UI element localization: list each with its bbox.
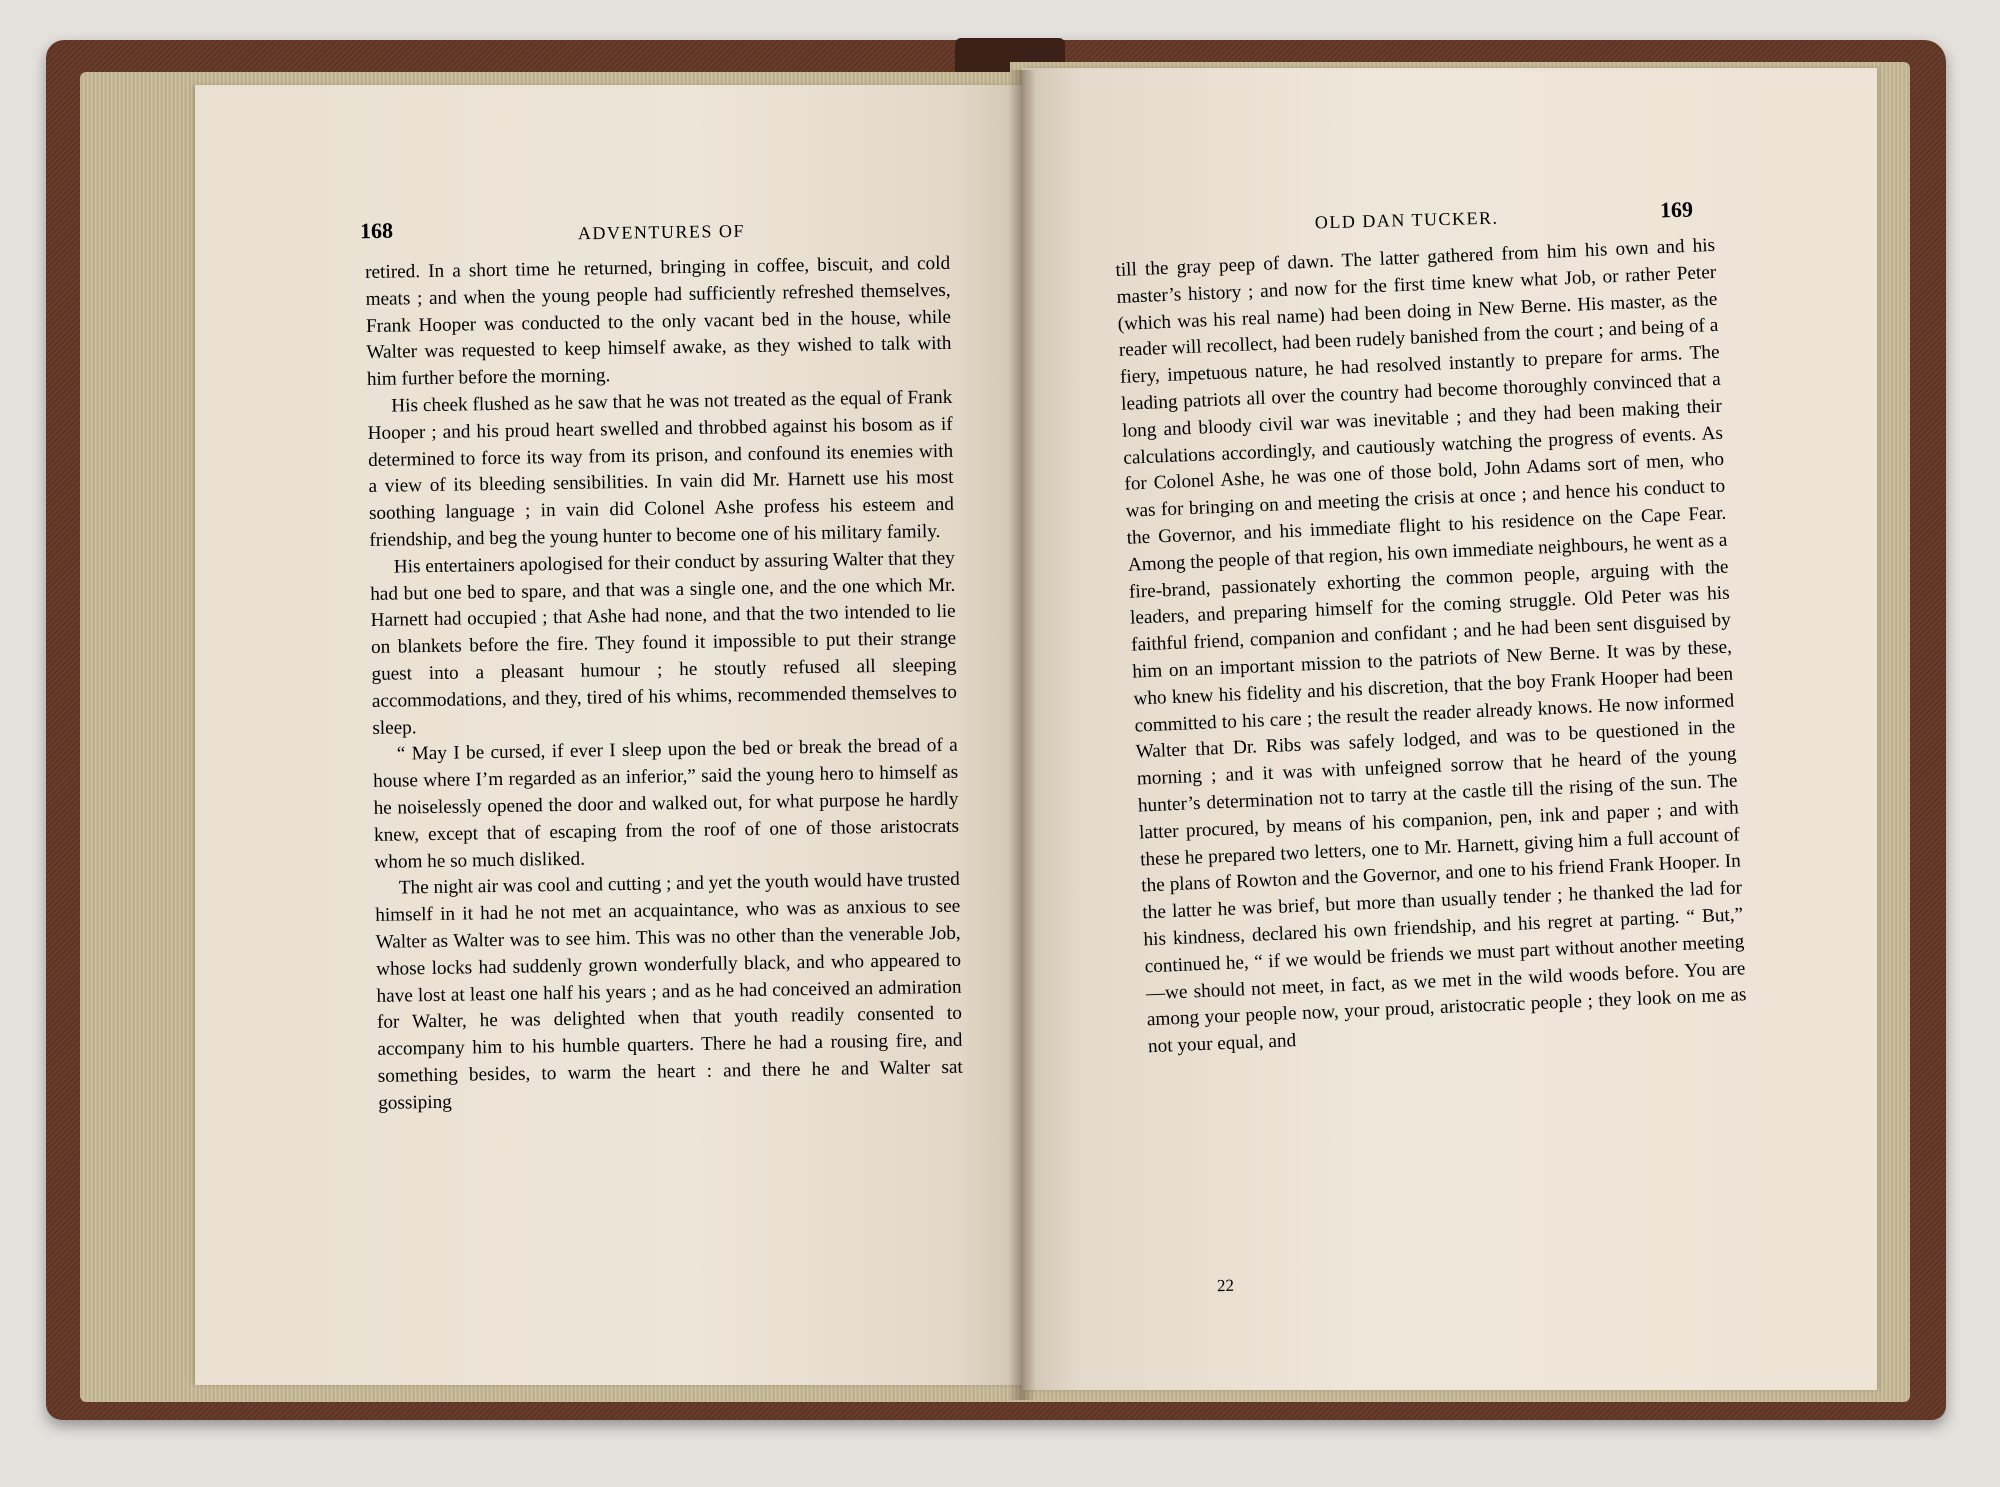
left-page-text: [365, 251, 963, 1118]
left-page-number: 168: [359, 217, 394, 244]
right-page-number: 169: [1659, 196, 1694, 223]
right-running-head: OLD DAN TUCKER.: [1314, 207, 1499, 233]
left-paragraph-3: His entertainers apologised for their conduct by assuring Walter that they had but one bed to spare, and that was a single one, and the one which Mr. Harnett had occupied ; that Ashe had none, and that the two intended to lie on blankets before the fire. They found it impossible to put their strange guest into a pleasant humour ; he stoutly refused all sleeping accommodations, and they, tired of his whims, recommended themselves to sleep.: [370, 547, 958, 739]
left-paragraph-5: The night air was cool and cutting ; and yet the youth would have trusted himself in it had he not met an acquaintance, who was as anxious to see Walter as Walter was to see him. This was no other than the venerable Job, whose locks had suddenly grown wonderfully black, and who appeared to have lost at least one half his years ; and as he had conceived an admiration for Walter, he was delighted when that youth readily consented to accompany him to his humble quarters. There he had a rousing fire, and something besides, to warm the heart : and there he and Walter sat gossiping: [375, 869, 963, 1114]
right-paragraph-1: till the gray peep of dawn. The latter gathered from him his own and his master’s history ; and now for the first time knew what Job, or rather Peter (which was his real name) had been doing in New Berne. His master, as the reader will recollect, had been rudely banished from the court ; and being of a fiery, impetuous nature, he had resolved instantly to prepare for arms. The leading patriots all over the country had become thoroughly convinced that a long and bloody civil war was inevitable ; and they had been making their calculations accordingly, and cautiously watching the progress of events. As for Colonel Ashe, he was one of those bold, John Adams sort of men, who was for bringing on and meeting the crisis at once ; and hence his conduct to the Governor, and his immediate flight to his residence on the Cape Fear. Among the people of that region, his own immediate neighbours, he went as a fire-brand, passionately exhorting the common people, arguing with the leaders, and preparing himself for the coming struggle. Old Peter was his faithful friend, companion and confidant ; and he had been sent disguised by him on an important mission to the patriots of New Berne. It was by these, who knew his fidelity and his discretion, that the boy Frank Hooper had been committed to his care ; the result the reader already knows. He now informed Walter that Dr. Ribs was safely lodged, and was to be questioned in the morning ; and it was with unfeigned sorrow that he heard of the young hunter’s determination not to tarry at the castle till the rising of the sun. The latter procured, by means of his companion, pen, ink and paper ; and with these he prepared two letters, one to Mr. Harnett, giving him a full account of the plans of Rowton and the Governor, and one to his friend Frank Hooper. In the latter he was brief, but more than usually tender ; he thanked the lad for his kindness, declared his own friendship, and his regret at parting. “ But,” continued he, “ if we would be friends we must part without another meeting—we should not meet, in fact, as we met in the wild woods before. You are among your people now, your proud, aristocratic people ; they look on me as not your equal, and: [1115, 234, 1747, 1058]
left-paragraph-1: retired. In a short time he returned, bringing in coffee, biscuit, and cold meats ; and when the young people had sufficiently refreshed themselves, Frank Hooper was conducted to the only vacant bed in the house, while Walter was requested to keep himself awake, as they wished to talk with him further before the morning.: [365, 252, 952, 391]
book-gutter: [1008, 70, 1036, 1400]
left-paragraph-2: His cheek flushed as he saw that he was not treated as the equal of Frank Hooper ; and his proud heart swelled and throbbed against his bosom as if determined to force its way from its prison, and confound its enemies with a view of its bleeding sensibilities. In vain did Mr. Harnett use his most soothing language ; in vain did Colonel Ashe profess his esteem and friendship, and beg the young hunter to become one of his military family.: [367, 386, 955, 551]
left-paragraph-4: “ May I be cursed, if ever I sleep upon the bed or break the bread of a house where I’m regarded as an inferior,” said the young hero to himself as he noiselessly opened the door and walked out, for what purpose he hardly knew, except that of escaping from the roof of one of those aristocrats whom he so much disliked.: [373, 735, 960, 873]
signature-mark: 22: [1216, 1275, 1235, 1296]
left-running-head: ADVENTURES OF: [577, 220, 746, 244]
right-page-text: [1115, 233, 1748, 1061]
